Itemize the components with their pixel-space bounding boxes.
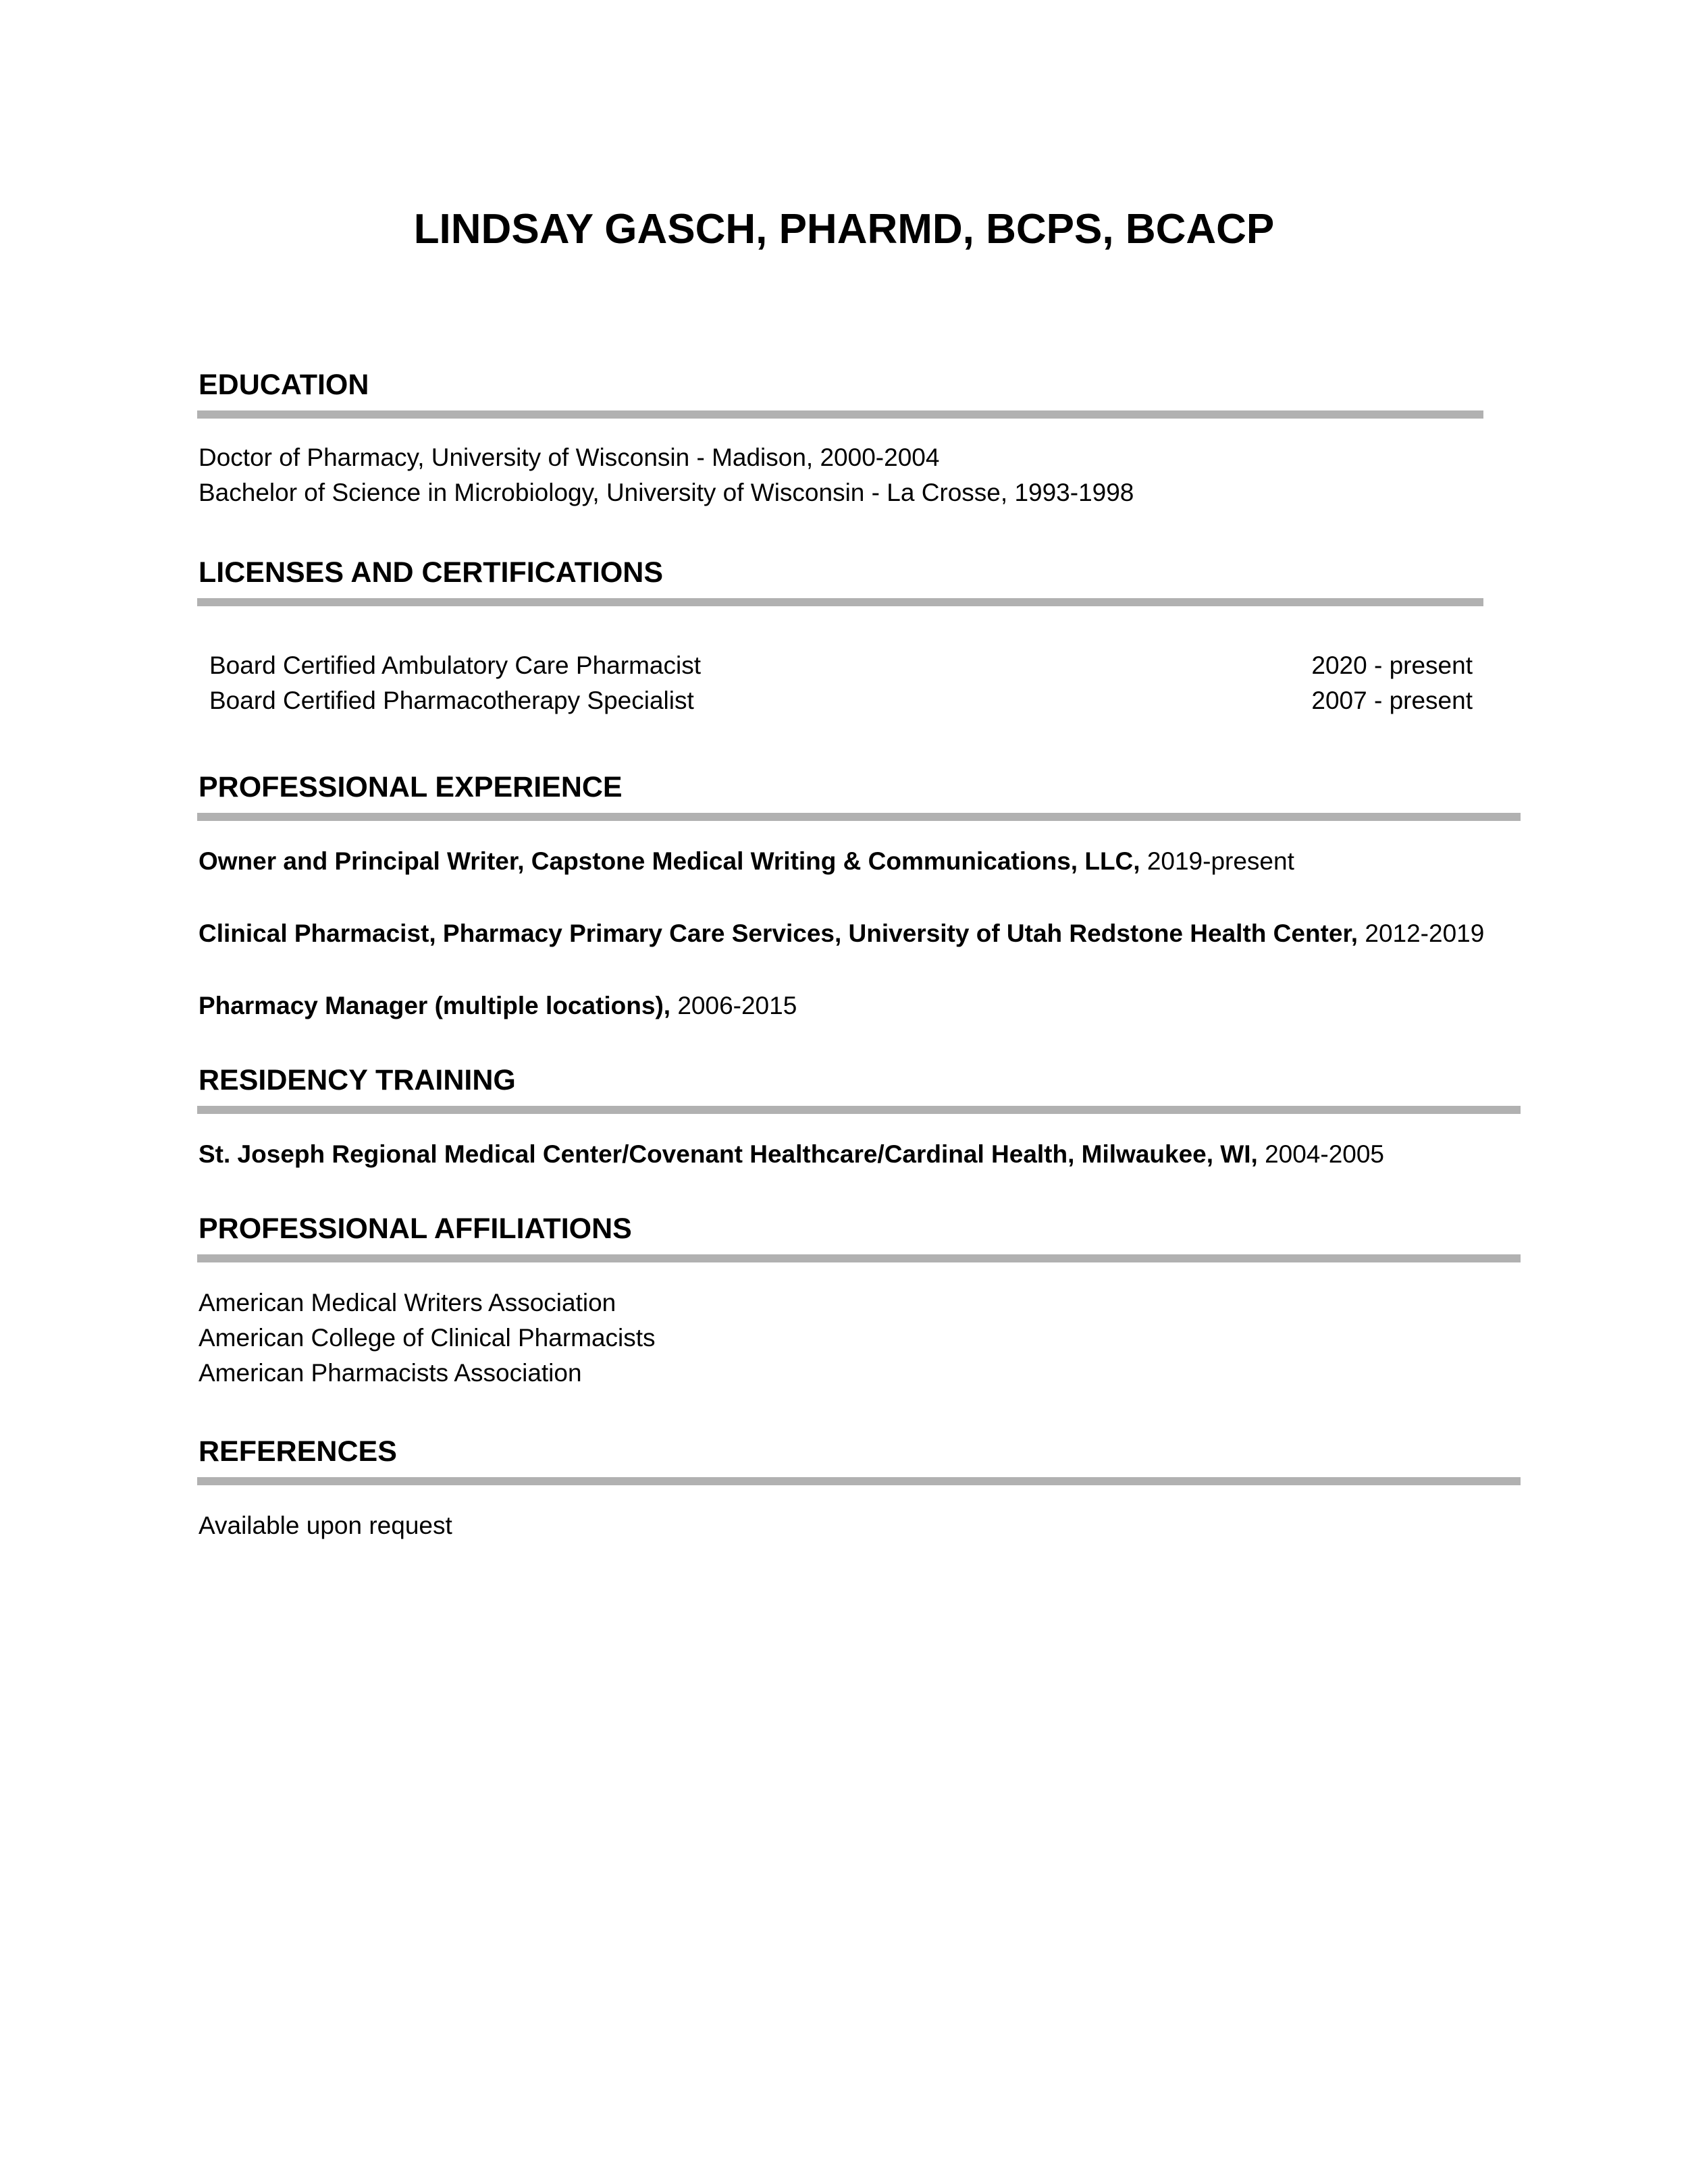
experience-role: Clinical Pharmacist, Pharmacy Primary Care Services, University of Utah Redstone Health Center, — [199, 920, 1359, 947]
residency-section — [197, 1060, 1521, 1172]
affiliations-heading: PROFESSIONAL AFFILIATIONS — [199, 1213, 632, 1245]
experience-heading: PROFESSIONAL EXPERIENCE — [199, 771, 623, 803]
residency-dates: 2004-2005 — [1265, 1140, 1385, 1168]
licenses-section — [197, 552, 1483, 718]
residency-role: St. Joseph Regional Medical Center/Covenant Healthcare/Cardinal Health, Milwaukee, WI, — [199, 1140, 1258, 1168]
experience-item — [197, 916, 1521, 951]
education-item: Bachelor of Science in Microbiology, University of Wisconsin - La Crosse, 1993-1998 — [199, 479, 1134, 506]
certification-row — [197, 648, 1483, 683]
section-divider — [197, 813, 1521, 821]
section-divider — [197, 598, 1483, 606]
references-heading: REFERENCES — [199, 1435, 397, 1468]
affiliations-section — [197, 1208, 1521, 1391]
affiliation-item: American Medical Writers Association — [199, 1289, 616, 1316]
residency-heading: RESIDENCY TRAINING — [199, 1064, 516, 1096]
certification-row — [197, 683, 1483, 718]
section-divider — [197, 1106, 1521, 1114]
experience-item — [197, 844, 1521, 879]
licenses-heading: LICENSES AND CERTIFICATIONS — [199, 556, 664, 589]
experience-dates: 2012-2019 — [1365, 920, 1485, 947]
references-text: Available upon request — [199, 1512, 452, 1539]
certification-dates: 2007 - present — [1311, 687, 1473, 714]
residency-item — [197, 1137, 1521, 1172]
section-divider — [197, 410, 1483, 419]
references-section — [197, 1431, 1521, 1543]
experience-role: Owner and Principal Writer, Capstone Medical Writing & Communications, LLC, — [199, 847, 1140, 875]
education-section — [197, 365, 1483, 510]
education-heading: EDUCATION — [199, 369, 369, 401]
experience-section — [197, 767, 1521, 1023]
section-divider — [197, 1254, 1521, 1262]
candidate-name: LINDSAY GASCH, PHARMD, BCPS, BCACP — [413, 206, 1275, 252]
experience-dates: 2019-present — [1146, 847, 1294, 875]
section-divider — [197, 1477, 1521, 1485]
certification-title: Board Certified Ambulatory Care Pharmacist — [209, 651, 701, 679]
affiliation-item: American College of Clinical Pharmacists — [199, 1324, 656, 1352]
experience-dates: 2006-2015 — [677, 992, 797, 1019]
experience-item — [197, 988, 1521, 1023]
certification-dates: 2020 - present — [1311, 651, 1473, 679]
affiliation-item: American Pharmacists Association — [199, 1359, 582, 1387]
experience-role: Pharmacy Manager (multiple locations), — [199, 992, 671, 1019]
certification-title: Board Certified Pharmacotherapy Specialist — [209, 687, 694, 714]
education-item: Doctor of Pharmacy, University of Wisconsin - Madison, 2000-2004 — [199, 444, 940, 471]
